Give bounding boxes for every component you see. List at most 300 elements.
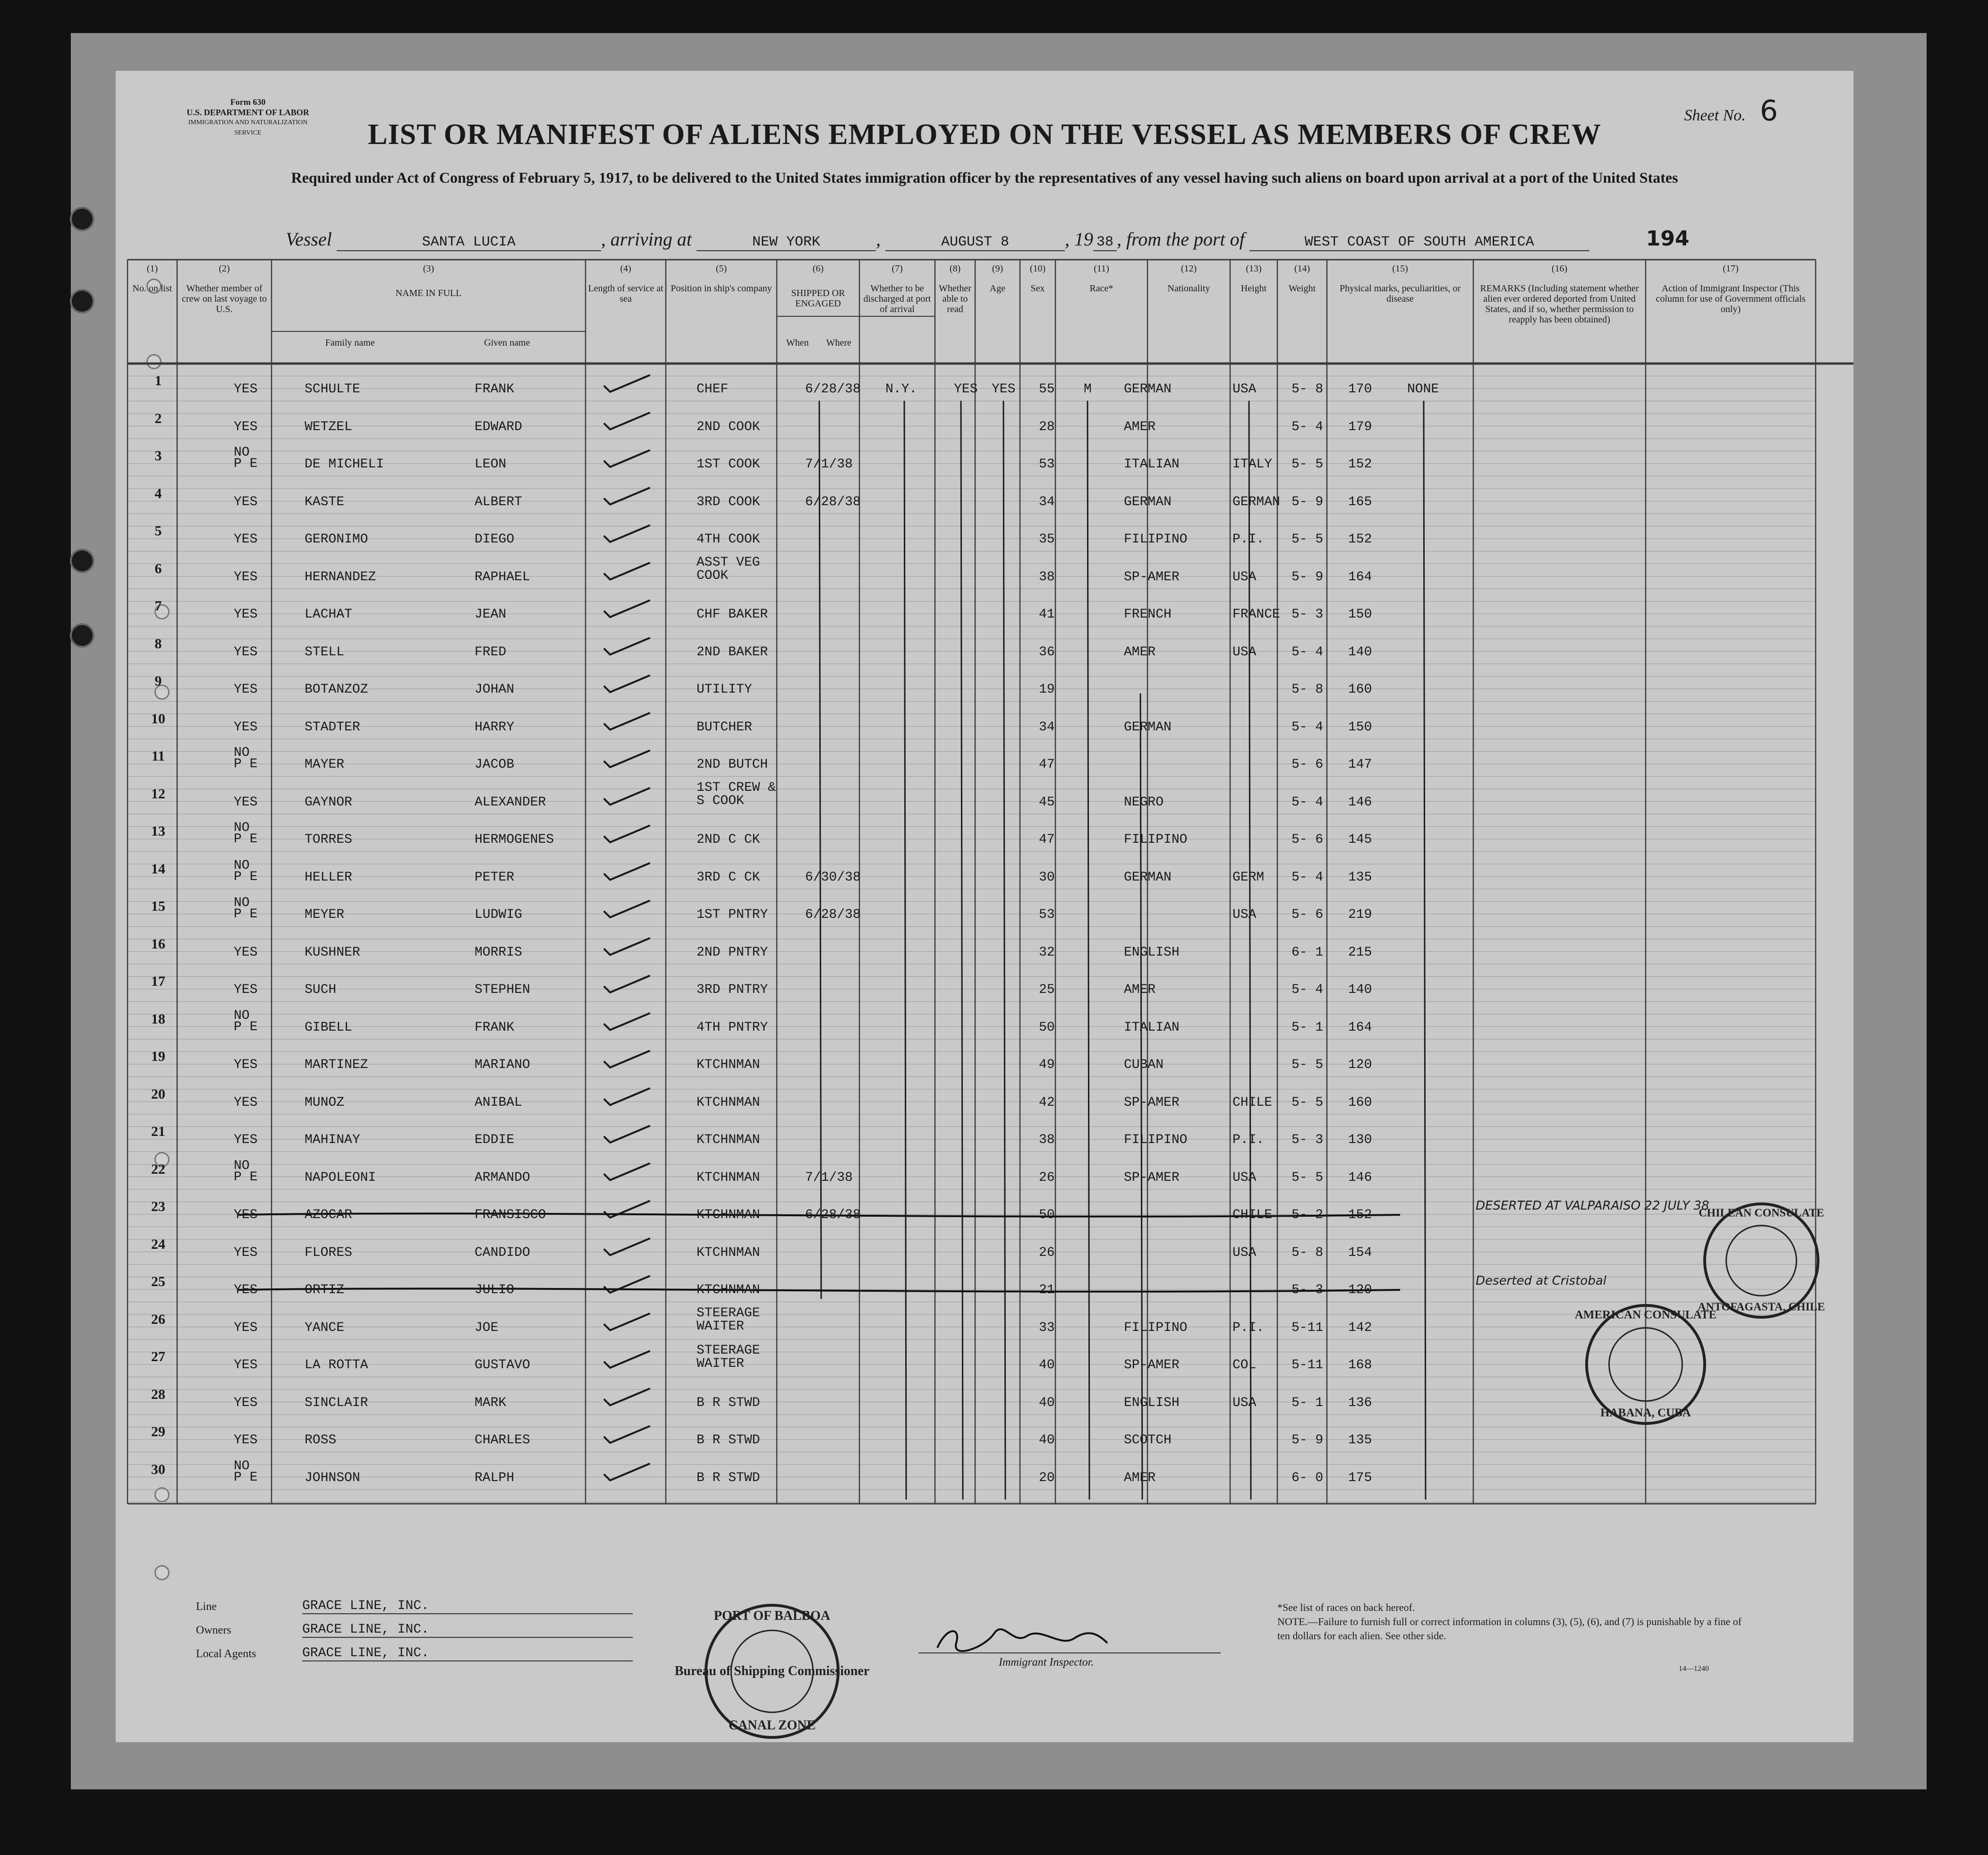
column-number: (16) bbox=[1551, 263, 1568, 274]
given-name: MORRIS bbox=[475, 945, 522, 960]
age: 40 bbox=[1039, 1395, 1055, 1410]
shipped-when: 6/28/38 bbox=[805, 907, 861, 922]
shipped-when: 6/28/38 bbox=[805, 494, 861, 509]
given-name: DIEGO bbox=[475, 532, 515, 547]
race: NEGRO bbox=[1124, 795, 1164, 810]
shipped-when: 7/1/38 bbox=[805, 457, 853, 472]
given-name: ARMANDO bbox=[475, 1170, 530, 1185]
family-name: JOHNSON bbox=[305, 1470, 360, 1485]
position: 2ND C CK bbox=[697, 832, 760, 847]
weight: 179 bbox=[1348, 419, 1372, 434]
age: 26 bbox=[1039, 1170, 1055, 1185]
position: KTCHNMAN bbox=[697, 1058, 760, 1072]
agents-value: GRACE LINE, INC. bbox=[302, 1646, 633, 1661]
given-name: ANIBAL bbox=[475, 1095, 522, 1110]
column-header: Length of service at sea bbox=[588, 283, 663, 304]
last-voyage: YES bbox=[234, 795, 258, 810]
check-mark bbox=[604, 713, 649, 730]
height: 5- 3 bbox=[1291, 1133, 1324, 1147]
given-name: FRANK bbox=[475, 382, 515, 397]
height: 5- 9 bbox=[1291, 1433, 1324, 1448]
position: UTILITY bbox=[697, 682, 752, 697]
age: 30 bbox=[1039, 870, 1055, 885]
last-voyage: NO P E bbox=[234, 1008, 258, 1034]
ditto-line bbox=[1003, 401, 1005, 1499]
given-name: EDDIE bbox=[475, 1133, 515, 1147]
position: B R STWD bbox=[697, 1470, 760, 1485]
weight: 150 bbox=[1348, 720, 1372, 735]
column-number: (5) bbox=[715, 263, 727, 274]
last-voyage: YES bbox=[234, 1058, 258, 1072]
given-name: JOE bbox=[475, 1320, 499, 1335]
check-mark bbox=[604, 751, 649, 767]
position: STEERAGE WAITER bbox=[697, 1305, 760, 1334]
weight: 152 bbox=[1348, 532, 1372, 547]
position: 2ND COOK bbox=[697, 419, 760, 434]
last-voyage: YES bbox=[234, 1358, 258, 1372]
races-note: *See list of races on back hereof. bbox=[1277, 1601, 1415, 1613]
age: 34 bbox=[1039, 720, 1055, 735]
sex: M bbox=[1084, 382, 1092, 397]
last-voyage: YES bbox=[234, 983, 258, 997]
given-name: JACOB bbox=[475, 757, 515, 772]
column-number: (7) bbox=[892, 263, 903, 274]
binder-hole bbox=[70, 549, 94, 573]
svg-text:Bureau of Shipping Commissione: Bureau of Shipping Commissioner bbox=[674, 1664, 870, 1678]
last-voyage: NO P E bbox=[234, 445, 258, 471]
binder-hole bbox=[70, 623, 94, 648]
weight: 130 bbox=[1348, 1133, 1372, 1147]
height: 6- 1 bbox=[1291, 945, 1324, 960]
height: 5- 4 bbox=[1291, 644, 1324, 660]
position: 4TH PNTRY bbox=[697, 1020, 768, 1035]
given-name: FRED bbox=[475, 644, 507, 660]
family-name: FLORES bbox=[305, 1245, 352, 1260]
nationality: GERM bbox=[1232, 870, 1265, 885]
family-name: GERONIMO bbox=[305, 532, 368, 547]
height: 5- 4 bbox=[1291, 795, 1324, 810]
column-number: (15) bbox=[1392, 263, 1408, 274]
svg-text:CHILEAN CONSULATE: CHILEAN CONSULATE bbox=[1699, 1207, 1824, 1220]
check-mark bbox=[604, 525, 649, 542]
check-mark bbox=[604, 901, 649, 917]
binder-hole bbox=[70, 207, 94, 231]
height: 5- 2 bbox=[1291, 1208, 1324, 1222]
stamp-number: 194 bbox=[1646, 227, 1690, 251]
position: BUTCHER bbox=[697, 720, 752, 735]
weight: 215 bbox=[1348, 945, 1372, 960]
column-header: SHIPPED OR ENGAGED bbox=[791, 288, 845, 309]
position: 4TH COOK bbox=[697, 532, 760, 547]
family-name: MAHINAY bbox=[305, 1133, 360, 1147]
last-voyage: YES bbox=[234, 1283, 258, 1297]
race: GERMAN bbox=[1124, 720, 1172, 735]
given-name: RALPH bbox=[475, 1470, 515, 1485]
position: KTCHNMAN bbox=[697, 1208, 760, 1222]
position: 1ST PNTRY bbox=[697, 907, 768, 922]
last-voyage: YES bbox=[234, 1095, 258, 1110]
check-mark bbox=[604, 1089, 649, 1105]
height: 5- 5 bbox=[1291, 457, 1324, 472]
last-voyage: NO P E bbox=[234, 821, 258, 847]
weight: 146 bbox=[1348, 795, 1372, 810]
height: 5- 5 bbox=[1291, 532, 1324, 547]
last-voyage: NO P E bbox=[234, 858, 258, 884]
column-header: Race* bbox=[1089, 283, 1113, 294]
shipped-when: 6/28/38 bbox=[805, 382, 861, 397]
position: 3RD COOK bbox=[697, 494, 760, 509]
weight: 219 bbox=[1348, 907, 1372, 922]
column-header: Age bbox=[989, 283, 1006, 294]
nationality: COL bbox=[1232, 1358, 1257, 1372]
column-header: Action of Immigrant Inspector (This column for use of Government officials only) bbox=[1656, 283, 1806, 314]
weight: 120 bbox=[1348, 1283, 1372, 1297]
row-number: 5 bbox=[154, 523, 162, 539]
nationality: P.I. bbox=[1232, 1320, 1265, 1335]
check-mark bbox=[604, 413, 649, 430]
race: SCOTCH bbox=[1124, 1433, 1172, 1448]
weight: 147 bbox=[1348, 757, 1372, 772]
check-mark bbox=[604, 1464, 649, 1481]
age: 55 bbox=[1039, 382, 1055, 397]
height: 5- 6 bbox=[1291, 832, 1324, 847]
nationality: FRANCE bbox=[1232, 607, 1280, 622]
column-number: (10) bbox=[1029, 263, 1046, 274]
family-name: STELL bbox=[305, 644, 345, 660]
given-name: CANDIDO bbox=[475, 1245, 530, 1260]
given-name: FRANSISCO bbox=[475, 1208, 546, 1222]
column-header: REMARKS (Including statement whether alien ever ordered deported from United States, and if so, whether permission to reapply has been obtained) bbox=[1480, 283, 1639, 325]
weight: 165 bbox=[1348, 494, 1372, 509]
check-mark bbox=[604, 563, 649, 580]
race: ENGLISH bbox=[1124, 1395, 1180, 1410]
given-name: STEPHEN bbox=[475, 983, 530, 997]
row-number: 24 bbox=[151, 1236, 165, 1252]
given-name: LEON bbox=[475, 457, 507, 472]
height: 5- 8 bbox=[1291, 382, 1324, 397]
nationality: USA bbox=[1232, 644, 1257, 660]
column-header: NAME IN FULL bbox=[395, 288, 462, 298]
last-voyage: YES bbox=[234, 569, 258, 584]
column-number: (14) bbox=[1294, 263, 1310, 274]
last-voyage: YES bbox=[234, 1320, 258, 1335]
race: SP-AMER bbox=[1124, 1358, 1180, 1372]
column-header: Nationality bbox=[1167, 283, 1210, 294]
race: ITALIAN bbox=[1124, 1020, 1180, 1035]
family-name: MAYER bbox=[305, 757, 345, 772]
last-voyage: NO P E bbox=[234, 1458, 258, 1485]
inspector-signature bbox=[918, 1624, 1221, 1652]
given-name: MARK bbox=[475, 1395, 507, 1410]
age: 20 bbox=[1039, 1470, 1055, 1485]
position: B R STWD bbox=[697, 1433, 760, 1448]
binder-hole bbox=[70, 289, 94, 313]
family-name: HERNANDEZ bbox=[305, 569, 376, 584]
nationality: USA bbox=[1232, 907, 1257, 922]
weight: 160 bbox=[1348, 682, 1372, 697]
check-mark bbox=[604, 601, 649, 617]
column-number: (13) bbox=[1246, 263, 1262, 274]
race: FILIPINO bbox=[1124, 532, 1188, 547]
check-mark bbox=[604, 1051, 649, 1067]
column-number: (11) bbox=[1094, 263, 1109, 274]
row-number: 23 bbox=[151, 1199, 165, 1214]
row-number: 28 bbox=[151, 1386, 165, 1402]
check-mark bbox=[604, 788, 649, 805]
check-mark bbox=[604, 1239, 649, 1255]
position: KTCHNMAN bbox=[697, 1170, 760, 1185]
row-number: 7 bbox=[154, 598, 162, 614]
weight: 164 bbox=[1348, 1020, 1372, 1035]
vessel-name: SANTA LUCIA bbox=[337, 234, 601, 251]
chilean-consulate-stamp bbox=[1698, 1204, 1825, 1317]
race: AMER bbox=[1124, 1470, 1156, 1485]
age: 50 bbox=[1039, 1020, 1055, 1035]
svg-text:PORT OF BALBOA: PORT OF BALBOA bbox=[714, 1608, 831, 1623]
last-voyage: YES bbox=[234, 382, 258, 397]
check-mark bbox=[604, 1426, 649, 1443]
position: 2ND PNTRY bbox=[697, 945, 768, 960]
vessel-line: Vessel SANTA LUCIA , arriving at NEW YORK , AUGUST 8 , 19 38 , from the port of WEST COAST OF SOUTH AMERICA 194 bbox=[286, 227, 1690, 251]
position: KTCHNMAN bbox=[697, 1133, 760, 1147]
height: 5- 4 bbox=[1291, 870, 1324, 885]
row-number: 22 bbox=[151, 1161, 165, 1177]
height: 5- 6 bbox=[1291, 757, 1324, 772]
check-mark bbox=[604, 1351, 649, 1368]
age: 40 bbox=[1039, 1433, 1055, 1448]
position: 2ND BUTCH bbox=[697, 757, 768, 772]
check-mark bbox=[604, 638, 649, 655]
row-number: 6 bbox=[154, 560, 162, 576]
last-voyage: YES bbox=[234, 1433, 258, 1448]
weight: 136 bbox=[1348, 1395, 1372, 1410]
last-voyage: YES bbox=[234, 682, 258, 697]
column-header: Whether to be discharged at port of arrival bbox=[863, 283, 931, 314]
height: 5- 4 bbox=[1291, 983, 1324, 997]
ditto-line bbox=[1424, 401, 1426, 1499]
position: CHF BAKER bbox=[697, 607, 768, 622]
column-header: Height bbox=[1240, 283, 1267, 294]
weight: 150 bbox=[1348, 607, 1372, 622]
family-name: KUSHNER bbox=[305, 945, 360, 960]
height: 5- 6 bbox=[1291, 907, 1324, 922]
column-header: Physical marks, peculiarities, or disease bbox=[1339, 283, 1461, 304]
height: 5-11 bbox=[1291, 1358, 1324, 1372]
last-voyage: YES bbox=[234, 532, 258, 547]
row-number: 21 bbox=[151, 1124, 165, 1139]
position: 1ST CREW & S COOK bbox=[697, 780, 776, 808]
row-number: 12 bbox=[151, 786, 165, 802]
arrival-date: AUGUST 8 bbox=[885, 234, 1065, 251]
race: FILIPINO bbox=[1124, 832, 1188, 847]
weight: 175 bbox=[1348, 1470, 1372, 1485]
departure-port: WEST COAST OF SOUTH AMERICA bbox=[1249, 234, 1589, 251]
check-mark bbox=[604, 864, 649, 880]
check-mark bbox=[604, 1126, 649, 1143]
nationality: USA bbox=[1232, 382, 1257, 397]
age: 49 bbox=[1039, 1058, 1055, 1072]
row-number: 18 bbox=[151, 1011, 165, 1027]
column-header: Weight bbox=[1288, 283, 1316, 294]
check-mark bbox=[604, 976, 649, 992]
position: 3RD C CK bbox=[697, 870, 760, 885]
position: ASST VEG COOK bbox=[697, 555, 760, 583]
age: 35 bbox=[1039, 532, 1055, 547]
last-voyage: NO P E bbox=[234, 1158, 258, 1185]
age: 28 bbox=[1039, 419, 1055, 434]
race: SP-AMER bbox=[1124, 1095, 1180, 1110]
column-number: (17) bbox=[1723, 263, 1739, 274]
last-voyage: YES bbox=[234, 720, 258, 735]
race: CUBAN bbox=[1124, 1058, 1164, 1072]
age: 32 bbox=[1039, 945, 1055, 960]
family-name: AZOCAR bbox=[305, 1208, 352, 1222]
height: 5- 8 bbox=[1291, 1245, 1324, 1260]
column-number: (6) bbox=[812, 263, 824, 274]
given-name: LUDWIG bbox=[475, 907, 522, 922]
strike-line bbox=[238, 1288, 1400, 1291]
weight: 140 bbox=[1348, 983, 1372, 997]
height: 5- 1 bbox=[1291, 1020, 1324, 1035]
family-name: TORRES bbox=[305, 832, 352, 847]
height: 5- 4 bbox=[1291, 720, 1324, 735]
inspector-label: Immigrant Inspector. bbox=[999, 1656, 1094, 1669]
discharged: YES bbox=[954, 382, 978, 397]
print-code: 14—1240 bbox=[1679, 1665, 1709, 1673]
last-voyage: YES bbox=[234, 945, 258, 960]
check-mark bbox=[604, 1014, 649, 1030]
row-number: 26 bbox=[151, 1311, 165, 1327]
column-subheader: When bbox=[786, 338, 809, 348]
given-name: HARRY bbox=[475, 720, 515, 735]
age: 34 bbox=[1039, 494, 1055, 509]
column-header: Sex bbox=[1030, 283, 1045, 294]
last-voyage: YES bbox=[234, 1133, 258, 1147]
race: SP-AMER bbox=[1124, 569, 1180, 584]
age: 53 bbox=[1039, 457, 1055, 472]
shipped-when: 6/30/38 bbox=[805, 870, 861, 885]
given-name: ALEXANDER bbox=[475, 795, 546, 810]
family-name: DE MICHELI bbox=[305, 457, 384, 472]
line-label: Line bbox=[196, 1601, 217, 1613]
form-number: Form 630 U.S. DEPARTMENT OF LABOR IMMIGRATION AND NATURALIZATION SERVICE bbox=[187, 97, 309, 136]
given-name: CHARLES bbox=[475, 1433, 530, 1448]
race: AMER bbox=[1124, 644, 1156, 660]
row-number: 30 bbox=[151, 1461, 165, 1477]
row-number: 19 bbox=[151, 1049, 165, 1064]
position: 3RD PNTRY bbox=[697, 983, 768, 997]
remarks: Deserted at Cristobal bbox=[1476, 1274, 1606, 1288]
position: CHEF bbox=[697, 382, 729, 397]
shipped-when: 6/28/38 bbox=[805, 1208, 861, 1222]
family-name: SINCLAIR bbox=[305, 1395, 368, 1410]
row-number: 16 bbox=[151, 936, 165, 952]
last-voyage: YES bbox=[234, 1395, 258, 1410]
given-name: JEAN bbox=[475, 607, 507, 622]
height: 5- 5 bbox=[1291, 1095, 1324, 1110]
penalty-note: NOTE.—Failure to furnish full or correct information in columns (3), (5), (6), and (7) is punishable by a fine of ten dollars for each alien. See other side. bbox=[1277, 1616, 1742, 1642]
family-name: SCHULTE bbox=[305, 382, 360, 397]
column-header: Whether member of crew on last voyage to U.S. bbox=[182, 283, 267, 314]
page-subtitle: Required under Act of Congress of February 5, 1917, to be delivered to the United States immigration officer by the representatives of any vessel having such aliens on board upon arrival at a port of the United States bbox=[291, 169, 1678, 186]
line-value: GRACE LINE, INC. bbox=[302, 1599, 633, 1614]
row-number: 14 bbox=[151, 861, 165, 877]
nationality: CHILE bbox=[1232, 1095, 1273, 1110]
position: B R STWD bbox=[697, 1395, 760, 1410]
column-number: (1) bbox=[146, 263, 158, 274]
row-number: 10 bbox=[151, 711, 165, 727]
age: 50 bbox=[1039, 1208, 1055, 1222]
weight: 168 bbox=[1348, 1358, 1372, 1372]
position: KTCHNMAN bbox=[697, 1245, 760, 1260]
height: 5- 3 bbox=[1291, 607, 1324, 622]
column-number: (3) bbox=[423, 263, 434, 274]
weight: 160 bbox=[1348, 1095, 1372, 1110]
age: 47 bbox=[1039, 757, 1055, 772]
row-number: 4 bbox=[154, 485, 162, 501]
family-name: BOTANZOZ bbox=[305, 682, 368, 697]
remarks: DESERTED AT VALPARAISO 22 JULY 38 bbox=[1476, 1199, 1709, 1213]
position: 1ST COOK bbox=[697, 457, 760, 472]
manifest-sheet bbox=[116, 71, 1853, 1742]
race: FILIPINO bbox=[1124, 1320, 1188, 1335]
family-name: ROSS bbox=[305, 1433, 337, 1448]
last-voyage: YES bbox=[234, 1208, 258, 1222]
height: 6- 0 bbox=[1291, 1470, 1324, 1485]
family-name: HELLER bbox=[305, 870, 352, 885]
ditto-line bbox=[819, 401, 821, 1298]
weight: 164 bbox=[1348, 569, 1372, 584]
weight: 170 bbox=[1348, 382, 1372, 397]
column-header: Whether able to read bbox=[939, 283, 971, 314]
physical-marks: NONE bbox=[1407, 382, 1439, 397]
last-voyage: YES bbox=[234, 1245, 258, 1260]
height: 5- 1 bbox=[1291, 1395, 1324, 1410]
given-name: FRANK bbox=[475, 1020, 515, 1035]
height: 5- 4 bbox=[1291, 419, 1324, 434]
weight: 140 bbox=[1348, 644, 1372, 660]
column-number: (8) bbox=[949, 263, 961, 274]
family-name: LACHAT bbox=[305, 607, 352, 622]
shipped-where: N.Y. bbox=[885, 382, 918, 397]
family-name: YANCE bbox=[305, 1320, 345, 1335]
family-name: SUCH bbox=[305, 983, 337, 997]
row-number: 20 bbox=[151, 1086, 165, 1102]
check-mark bbox=[604, 488, 649, 505]
race: GERMAN bbox=[1124, 382, 1172, 397]
age: 40 bbox=[1039, 1358, 1055, 1372]
row-number: 8 bbox=[154, 635, 162, 652]
svg-text:HABANA, CUBA: HABANA, CUBA bbox=[1600, 1406, 1691, 1419]
column-number: (2) bbox=[219, 263, 230, 274]
family-name: MARTINEZ bbox=[305, 1058, 368, 1072]
height: 5- 9 bbox=[1291, 494, 1324, 509]
able-to-read: YES bbox=[992, 382, 1016, 397]
weight: 135 bbox=[1348, 870, 1372, 885]
family-name: STADTER bbox=[305, 720, 360, 735]
age: 21 bbox=[1039, 1283, 1055, 1297]
ditto-line bbox=[1087, 401, 1089, 1499]
position: KTCHNMAN bbox=[697, 1095, 760, 1110]
row-number: 11 bbox=[151, 748, 165, 764]
ditto-line bbox=[904, 401, 906, 1499]
race: AMER bbox=[1124, 983, 1156, 997]
given-name: ALBERT bbox=[475, 494, 522, 509]
row-number: 29 bbox=[151, 1424, 165, 1440]
arrival-year: 38 bbox=[1093, 234, 1117, 251]
row-number: 2 bbox=[154, 410, 162, 426]
age: 42 bbox=[1039, 1095, 1055, 1110]
